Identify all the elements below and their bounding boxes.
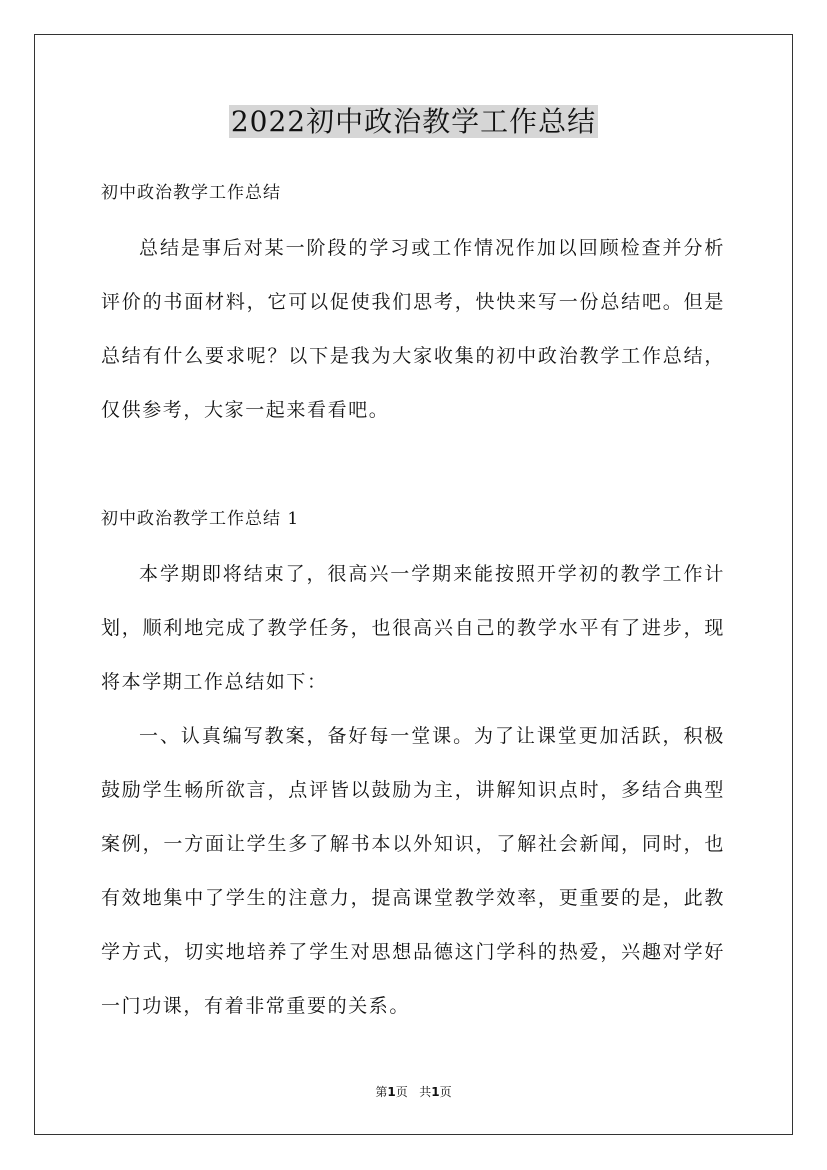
total-prefix: 共: [419, 1085, 432, 1099]
page-number: 1: [387, 1085, 396, 1099]
document-title-text: 2022初中政治教学工作总结: [230, 105, 597, 138]
section-paragraph-2: 一、认真编写教案，备好每一堂课。为了让课堂更加活跃，积极鼓励学生畅所欲言，点评皆以鼓励为主，讲解知识点时，多结合典型案例，一方面让学生多了解书本以外知识，了解社会新闻，同时，也有效地集中了学生的注意力，提高课堂教学效率，更重要的是，此教学方式，切实地培养了学生对思想品德这门学科的热爱，兴趣对学好一门功课，有着非常重要的关系。: [101, 725, 725, 1017]
document-subtitle: 初中政治教学工作总结: [101, 183, 281, 203]
document-title: [0, 100, 827, 144]
page-prefix: 第: [375, 1085, 388, 1099]
page-footer: [0, 1082, 827, 1102]
section-heading: 初中政治教学工作总结 1: [101, 509, 300, 529]
total-pages: 1: [431, 1085, 440, 1099]
intro-paragraph: 总结是事后对某一阶段的学习或工作情况作加以回顾检查并分析评价的书面材料，它可以促使我们思考，快快来写一份总结吧。但是总结有什么要求呢？以下是我为大家收集的初中政治教学工作总结，仅供参考，大家一起来看看吧。: [101, 237, 725, 421]
page-suffix: 页: [395, 1085, 408, 1099]
total-suffix: 页: [439, 1085, 452, 1099]
section-paragraph-1: 本学期即将结束了，很高兴一学期来能按照开学初的教学工作计划，顺利地完成了教学任务，也很高兴自己的教学水平有了进步，现将本学期工作总结如下：: [101, 563, 725, 693]
